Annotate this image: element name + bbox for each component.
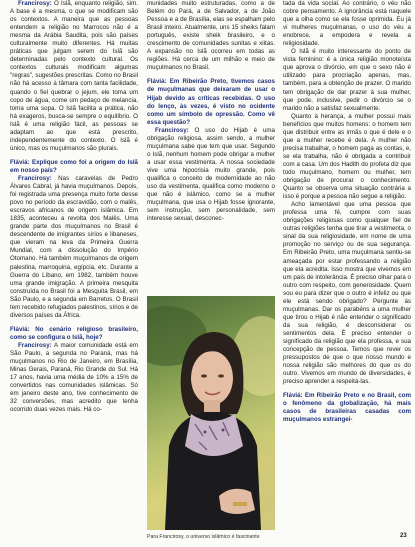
answer-paragraph [10,0,138,153]
question-heading: Fláviá: Em Ribeirão Preto, tivemos casos de muçulmanas que deixaram de usar o Hijab devido as críticas recebidas. O uso do lenço, às vezes, é visto no ocidente como um símbolo de opressão. Como vê essa questão? [147,78,275,126]
answer-paragraph: O Islã é muito interessante do ponto de vista feminino: é a única religião monoteísta que aprova o divórcio, em que o sexo não é utilizado para procriação apenas, mas, também, para a obtenção de prazer. O marido tem obrigação de dar prazer à sua mulher, que pode, inclusive, pedir o divórcio se o marido não a satisfaz sexualmente. [283,48,411,112]
portrait-illustration [147,296,275,530]
answer-text: O Islã, enquanto religião, sim. A base é a mesma, o que se modificam são os contextos. A maneira que as pessoas entendem a religião no Marrocos não é a mesma da Arábia Saudita, pois são países culturalmente muito diferentes. Há muitas práticas que julgam serem do Islã são determinadas pelo contexto cultural. Os contextos culturais modificam algumas "regras", sugestões prescritas. Como no Brasil não há acesso à tâmara com tanta facilidade, quando o fiel quebrar o jejum, ele toma um copo de água, come um pedaço de melancia, toma uma sopa. O Islã facilita a prática, não há exageros, busca-se sempre o equilíbrio. O Islã é uma religião fácil, as pessoas se adaptam ao que está prescrito, independentemente do contexto. O Islã é único, mas os muçulmanos são plurais. [10,0,138,152]
answer-paragraph: tada da vida social. Ao contrário, o véu não cobre pensamento. A ignorância está naquele que a olha como se ela fosse oprimida. Eu já vi mulheres muçulmanas, o uso do véu a enobrece, a empodera e revela a religiosidade. [283,0,411,48]
text-column-3 [283,0,411,424]
answer-text: A maior comunidade está em São Paulo, a segunda no Paraná, mas há muçulmanos no Rio de Janeiro, em Brasília, Minas Gerais, Paraná, Rio Grande do Sul. Há 17 anos, havia uma média de 10% a 15% de convertidos nas comunidades islâmicas. Só em janeiro deste ano, tive conhecimento de 32 conversões, mas acredito que tenha ocorrido duas vezes mais. Há co- [10,341,138,414]
answer-text: Nas caravelas de Pedro Álvares Cabral, já havia muçulmanos. Depois, foi registrada uma presença muito forte desse povo no período da escravidão, com o malês, escravos africanos de origem islâmica. Em 1835, aconteceu a revolta dos Malês. Uma grande parte dos muçulmanos no Brasil é descendente de imigrantes sírios e libaneses, que vieram na leva da Primeira Guerra Mundial, com a dissolução do Império Otomano. Há também muçulmanos de origem palestina, marroquina, egípcia, etc. Durante a Guerra do Líbano, em 1982, também houve uma grande imigração. A primeira mesquita construída no Brasil foi a Mesquita Brasil, em São Paulo, e a segunda em Barretos. O Brasil tem recebido refugiados palestinos, sírios e de diversos países da África. [10,174,138,319]
answer-paragraph: munidades muito estruturadas, como a de Belém do Pará, a de Salvador, a de João Pessoa e a de Brasília, elas se espalham pelo Brasil inteiro. Atualmente, uns 15 sheiks falam português, existe sheik brasileiro, e o crescimento de comunidades sunitas e xiitas. A expansão no Islã ocorreu em todas as regiões. Há cerca de um milhão e meio de muçulmanos no Brasil. [147,0,275,72]
answer-paragraph [147,127,275,224]
page-number: 23 [400,533,407,539]
portrait-photo [147,296,275,530]
speaker-label: Francirosy: [18,174,52,182]
question-heading: Fláviá: No cenário religioso brasileiro, como se configura o Islã, hoje? [10,325,138,341]
question-heading: Fláviá: Explique como foi a origem do Islã em nosso país? [10,158,138,174]
answer-paragraph: Acho lamentável que uma pessoa que professa uma fé, cumpre com suas obrigações religiosas como qualquer fiel de outras religiões tenha que tirar a vestimenta, o sinal da sua religiosidade, em nome de uma promoção no serviço ou de sua segurança. Em Ribeirão Preto, uma muçulmana sentiu-se ameaçada por estar professando a religião que ela acredita. Isso mostra que vivemos em um país de intolerância. É preciso olhar para o outro com respeito, com generosidade. Quem sou eu para dizer que o outro é infeliz ou que ele está sendo obrigado? Pergunte às muçulmanas. Dar os parabéns a uma mulher que tirou o Hijab é não entender o significado da sua religião, é desconsiderar os sentimentos dela. É preciso entender o significado da religião que ela professa, e sua concepção de pessoa. Temos que rever os pressupostos de que o que nosso mundo e nossa religião são melhores do que os do outro. Vivemos em mundo de diversidades, é preciso aprender a respeitá-las. [283,201,411,386]
answer-paragraph: Quanto à herança, a mulher possui mais benefícios que muitos homens: o homem tem que distribuir entre as irmãs o que é dele e o que a mulher recebe é dela. A mulher não precisa trabalhar, o homem paga as contas, e, se ela trabalha, não é obrigada a contribuir com a casa. Um dos Hadith do profeta diz que todo muçulmano, homem ou mulher, tem obrigação de procurar o conhecimento. Quanto se observa uma situação contrária a isso é porque a pessoa não segue a religião. [283,112,411,201]
text-column-1 [10,0,138,414]
photo-caption: Para Francirosy, o universo islâmico é fascinante [147,534,260,540]
answer-text: O uso do Hijab é uma obrigação religiosa, assim sendo, a mulher muçulmana sabe que tem que usar. Segundo o Islã, nenhum homem pode obrigar a mulher a usar essa vestimenta. A nossa sociedade vive uma hipocrisia muito grande, pois qualifica o conceito de modernidade ao não uso da vestimenta, qualifica como moderno o que não é islâmico, como se a mulher muçulmana, que usa o Hijab fosse ignorante, sem instrução, sem personalidade, sem interesse sexual, desconec- [147,126,275,223]
speaker-label: Francirosy: [155,126,189,134]
answer-paragraph [10,175,138,320]
speaker-label: Francirosy: [18,0,52,7]
answer-paragraph [10,342,138,414]
text-column-2 [147,0,275,223]
question-heading: Fláviá: Em Ribeirão Preto e no Brasil, com o fenômeno da globalização, há mais casos de brasileiras casadas com muçulmanos estrangei- [283,392,411,424]
speaker-label: Francirosy: [18,341,52,349]
